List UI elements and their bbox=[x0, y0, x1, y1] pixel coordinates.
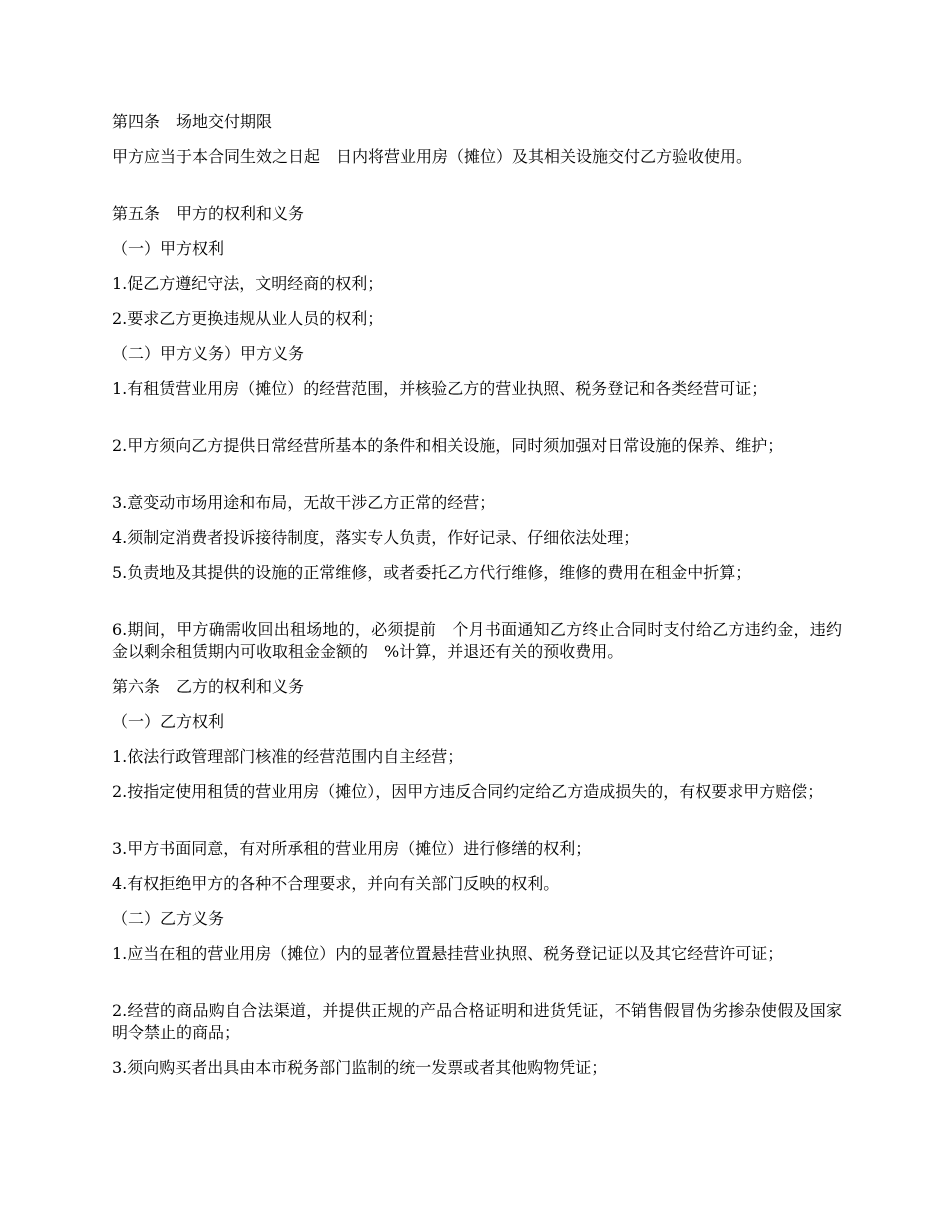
article-6-heading: 第六条 乙方的权利和义务 bbox=[112, 677, 305, 696]
party-a-duty-1: 1.有租赁营业用房（摊位）的经营范围，并核验乙方的营业执照、税务登记和各类经营可证； bbox=[112, 379, 768, 398]
party-b-right-2: 2.按指定使用租赁的营业用房（摊位），因甲方违反合同约定给乙方造成损失的，有权要求甲方赔偿； bbox=[112, 782, 824, 801]
party-a-duty-2: 2.甲方须向乙方提供日常经营所基本的条件和相关设施，同时须加强对日常设施的保养、维护； bbox=[112, 436, 784, 455]
party-b-duty-3: 3.须向购买者出具由本市税务部门监制的统一发票或者其他购物凭证； bbox=[112, 1058, 608, 1077]
party-b-right-1: 1.依法行政管理部门核准的经营范围内自主经营； bbox=[112, 747, 464, 766]
party-b-right-4: 4.有权拒绝甲方的各种不合理要求，并向有关部门反映的权利。 bbox=[112, 874, 560, 893]
party-a-duty-4: 4.须制定消费者投诉接待制度，落实专人负责，作好记录、仔细依法处理； bbox=[112, 528, 640, 547]
article-5-heading: 第五条 甲方的权利和义务 bbox=[112, 204, 305, 223]
party-b-rights-heading: （一）乙方权利 bbox=[112, 712, 225, 731]
article-4-text: 甲方应当于本合同生效之日起 日内将营业用房（摊位）及其相关设施交付乙方验收使用。 bbox=[112, 147, 753, 166]
article-4-heading: 第四条 场地交付期限 bbox=[112, 112, 273, 131]
party-b-right-3: 3.甲方书面同意，有对所承租的营业用房（摊位）进行修缮的权利； bbox=[112, 839, 592, 858]
party-a-duty-3: 3.意变动市场用途和布局，无故干涉乙方正常的经营； bbox=[112, 493, 496, 512]
party-a-right-1: 1.促乙方遵纪守法，文明经商的权利； bbox=[112, 274, 384, 293]
document-body bbox=[112, 111, 842, 1092]
party-b-duties-heading: （二）乙方义务 bbox=[112, 909, 225, 928]
party-a-duties-heading: （二）甲方义务）甲方义务 bbox=[112, 344, 305, 363]
party-b-duty-2: 2.经营的商品购自合法渠道，并提供正规的产品合格证明和进货凭证，不销售假冒伪劣掺杂使假及国家明令禁止的商品； bbox=[112, 1001, 842, 1042]
party-b-duty-1: 1.应当在租的营业用房（摊位）内的显著位置悬挂营业执照、税务登记证以及其它经营许可证； bbox=[112, 944, 784, 963]
party-a-right-2: 2.要求乙方更换违规从业人员的权利； bbox=[112, 309, 384, 328]
party-a-duty-6: 6.期间，甲方确需收回出租场地的，必须提前 个月书面通知乙方终止合同时支付给乙方违约金，违约金以剩余租赁期内可收取租金金额的 %计算，并退还有关的预收费用。 bbox=[112, 620, 842, 661]
party-a-duty-5: 5.负责地及其提供的设施的正常维修，或者委托乙方代行维修，维修的费用在租金中折算； bbox=[112, 563, 752, 582]
party-a-rights-heading: （一）甲方权利 bbox=[112, 239, 225, 258]
